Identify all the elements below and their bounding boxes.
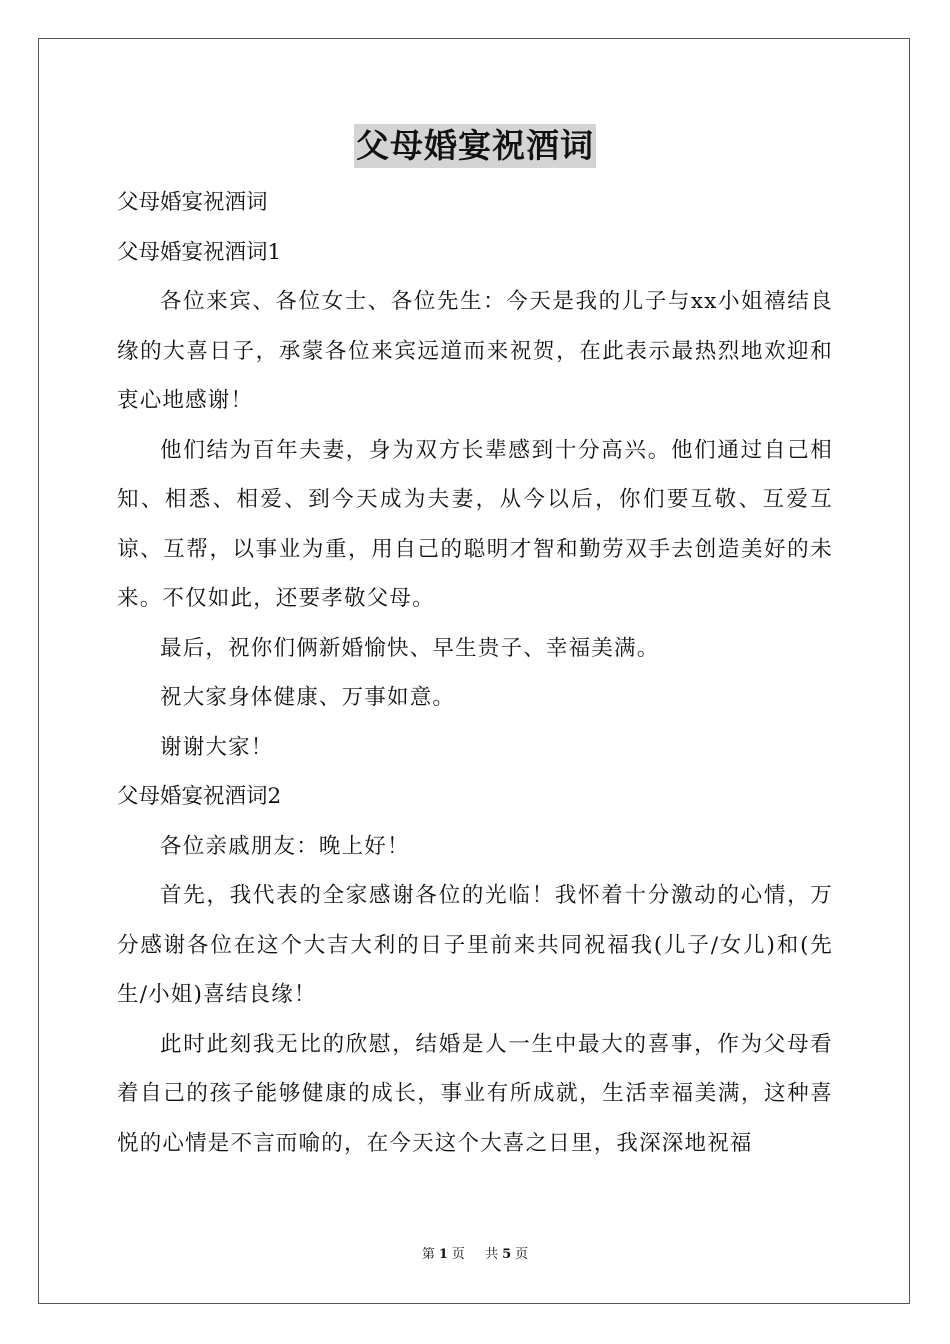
document-body	[117, 124, 833, 1168]
paragraph: 最后，祝你们俩新婚愉快、早生贵子、幸福美满。	[160, 635, 660, 661]
page-current: 1	[438, 1247, 448, 1262]
document-title: 父母婚宴祝酒词	[354, 124, 596, 168]
title-block	[117, 124, 833, 174]
document-subtitle: 父母婚宴祝酒词	[117, 190, 268, 215]
total-suffix: 页	[515, 1247, 529, 1262]
page-footer	[0, 1246, 950, 1264]
section-heading: 父母婚宴祝酒词2	[117, 784, 282, 809]
section-heading: 父母婚宴祝酒词1	[117, 239, 282, 265]
paragraph: 他们结为百年夫妻，身为双方长辈感到十分高兴。他们通过自己相知、相悉、相爱、到今天成为夫妻，从今以后，你们要互敬、互爱互谅、互帮，以事业为重，用自己的聪明才智和勤劳双手去创造美好的未来。不仅如此，还要孝敬父母。	[117, 437, 833, 611]
total-prefix: 共	[485, 1247, 499, 1262]
paragraph: 首先，我代表的全家感谢各位的光临！我怀着十分激动的心情，万分感谢各位在这个大吉大利的日子里前来共同祝福我(儿子/女儿)和(先生/小姐)喜结良缘！	[117, 883, 833, 1007]
page-prefix: 第	[421, 1247, 435, 1262]
page-total	[481, 1247, 532, 1262]
paragraph: 各位来宾、各位女士、各位先生：今天是我的儿子与xx小姐禧结良缘的大喜日子，承蒙各位来宾远道而来祝贺，在此表示最热烈地欢迎和衷心地感谢！	[117, 289, 833, 413]
paragraph: 各位亲戚朋友：晚上好！	[160, 833, 410, 859]
paragraph: 祝大家身体健康、万事如意。	[160, 685, 456, 710]
paragraph: 谢谢大家！	[160, 734, 274, 760]
total-count: 5	[502, 1247, 512, 1262]
page-number	[418, 1247, 469, 1262]
page-suffix: 页	[451, 1247, 465, 1262]
paragraph: 此时此刻我无比的欣慰，结婚是人一生中最大的喜事，作为父母看着自己的孩子能够健康的成长，事业有所成就，生活幸福美满，这种喜悦的心情是不言而喻的，在今天这个大喜之日里，我深深地祝福	[117, 1031, 833, 1156]
